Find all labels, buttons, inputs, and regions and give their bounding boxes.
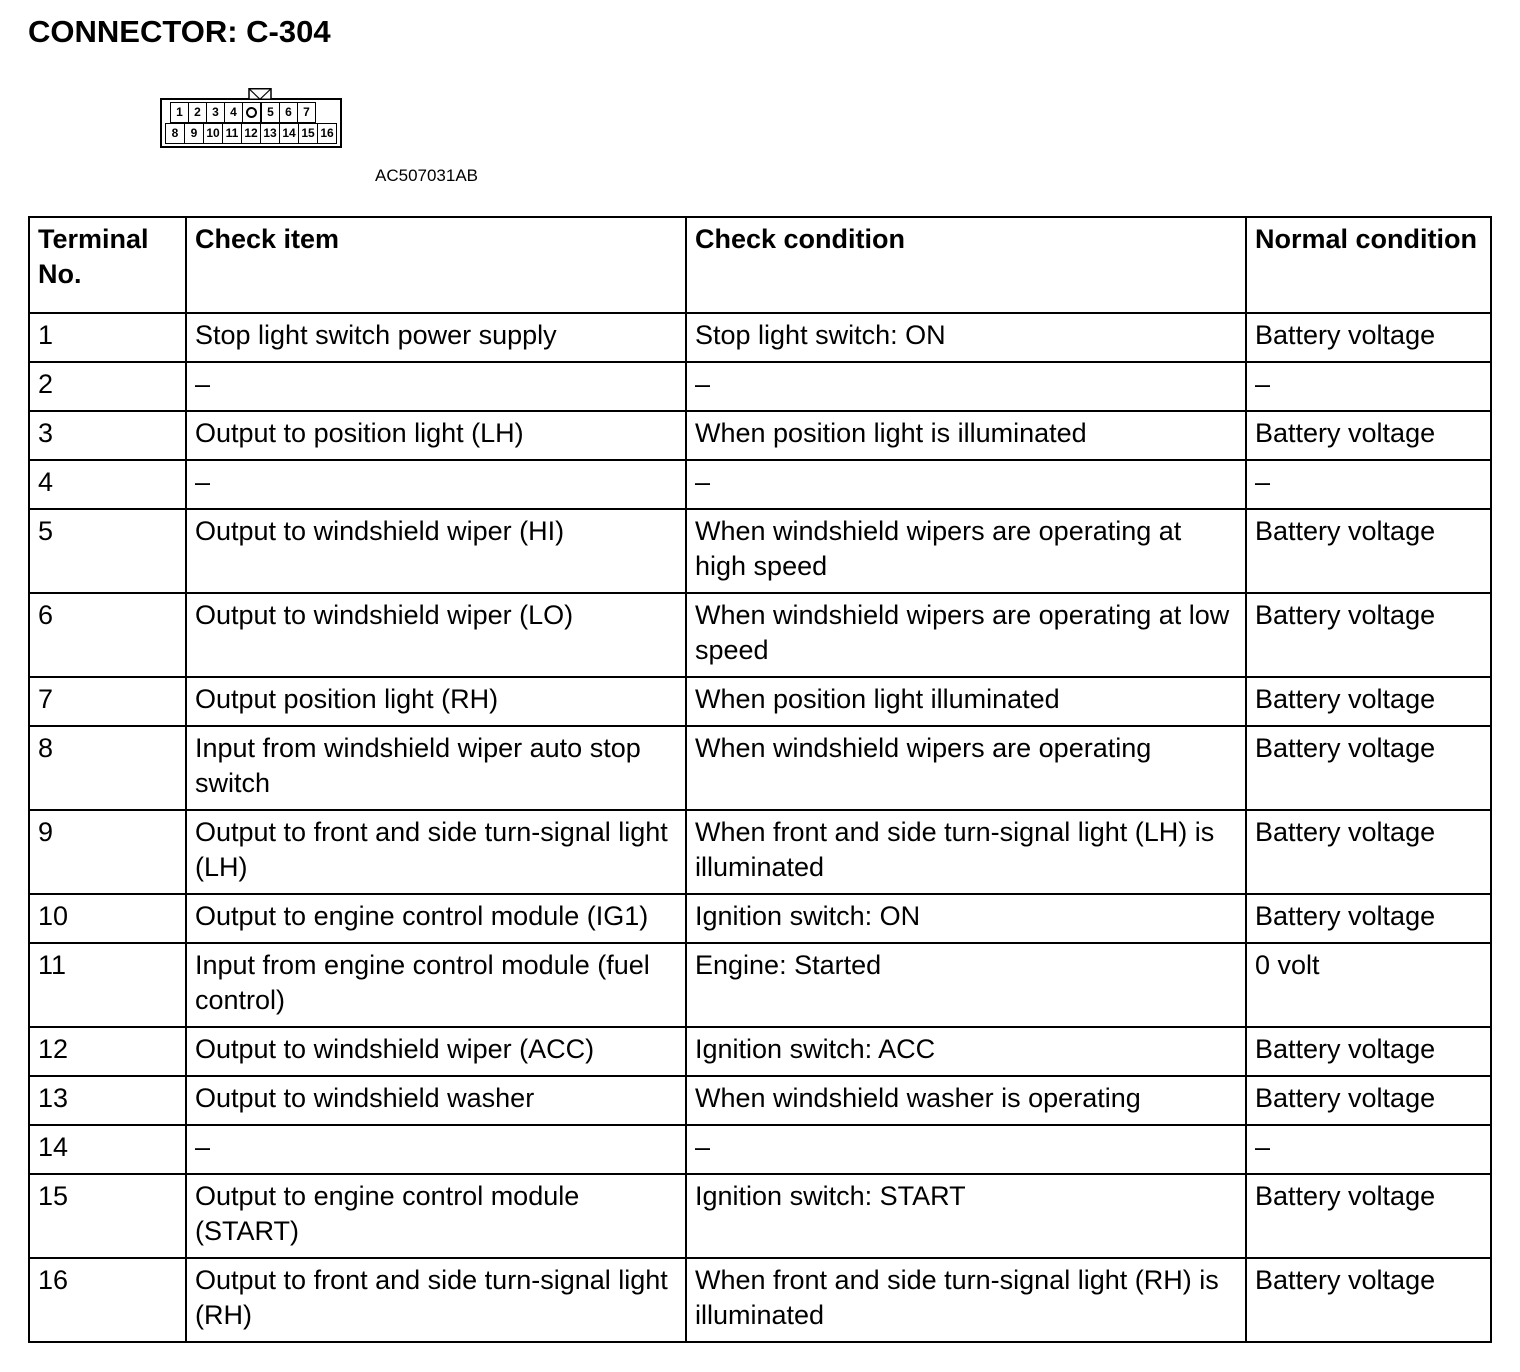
cell-normal-condition: – xyxy=(1246,362,1491,411)
pin-cell: 14 xyxy=(279,123,299,144)
cell-terminal-no: 9 xyxy=(29,810,186,894)
cell-terminal-no: 14 xyxy=(29,1125,186,1174)
connector-pin-row-top xyxy=(170,102,332,123)
cell-normal-condition: – xyxy=(1246,1125,1491,1174)
table-row xyxy=(29,943,1491,1027)
cell-check-item: Output to position light (LH) xyxy=(186,411,686,460)
cell-terminal-no: 16 xyxy=(29,1258,186,1342)
cell-check-item: Output to windshield wiper (LO) xyxy=(186,593,686,677)
cell-terminal-no: 15 xyxy=(29,1174,186,1258)
cell-terminal-no: 4 xyxy=(29,460,186,509)
pin-cell: 12 xyxy=(241,123,261,144)
cell-normal-condition: Battery voltage xyxy=(1246,810,1491,894)
cell-normal-condition: Battery voltage xyxy=(1246,313,1491,362)
cell-check-condition: – xyxy=(686,1125,1246,1174)
cell-normal-condition: – xyxy=(1246,460,1491,509)
table-row xyxy=(29,894,1491,943)
cell-check-condition: When windshield wipers are operating at high speed xyxy=(686,509,1246,593)
column-header: Normal condition xyxy=(1246,217,1491,313)
cell-terminal-no: 6 xyxy=(29,593,186,677)
cell-terminal-no: 7 xyxy=(29,677,186,726)
cell-normal-condition: Battery voltage xyxy=(1246,411,1491,460)
pin-cell: 7 xyxy=(297,102,316,123)
column-header: Check item xyxy=(186,217,686,313)
cell-normal-condition: Battery voltage xyxy=(1246,1076,1491,1125)
cell-normal-condition: Battery voltage xyxy=(1246,726,1491,810)
cell-check-item: – xyxy=(186,1125,686,1174)
cell-check-condition: When position light is illuminated xyxy=(686,411,1246,460)
table-header-row xyxy=(29,217,1491,313)
cell-check-condition: Ignition switch: ON xyxy=(686,894,1246,943)
cell-check-item: Input from engine control module (fuel control) xyxy=(186,943,686,1027)
table-row xyxy=(29,593,1491,677)
cell-check-item: – xyxy=(186,362,686,411)
pin-cell: 1 xyxy=(170,102,189,123)
cell-check-item: Output to windshield washer xyxy=(186,1076,686,1125)
cell-normal-condition: Battery voltage xyxy=(1246,509,1491,593)
column-header: Terminal No. xyxy=(29,217,186,313)
table-row xyxy=(29,460,1491,509)
cell-check-condition: Stop light switch: ON xyxy=(686,313,1246,362)
cell-check-condition: Engine: Started xyxy=(686,943,1246,1027)
table-row xyxy=(29,1076,1491,1125)
key-circle-icon xyxy=(246,107,257,118)
connector-figure xyxy=(160,98,1492,186)
cell-check-condition: When position light illuminated xyxy=(686,677,1246,726)
table-row xyxy=(29,1174,1491,1258)
column-header: Check condition xyxy=(686,217,1246,313)
figure-label: AC507031AB xyxy=(375,166,479,185)
cell-check-condition: When windshield wipers are operating at low speed xyxy=(686,593,1246,677)
cell-check-item: Output to windshield wiper (ACC) xyxy=(186,1027,686,1076)
cell-terminal-no: 13 xyxy=(29,1076,186,1125)
cell-check-condition: – xyxy=(686,362,1246,411)
pin-cell: 6 xyxy=(279,102,298,123)
table-row xyxy=(29,1125,1491,1174)
pin-cell: 10 xyxy=(203,123,223,144)
pin-cell: 8 xyxy=(165,123,185,144)
cell-check-item: Output position light (RH) xyxy=(186,677,686,726)
cell-terminal-no: 8 xyxy=(29,726,186,810)
cell-normal-condition: 0 volt xyxy=(1246,943,1491,1027)
cell-normal-condition: Battery voltage xyxy=(1246,593,1491,677)
cell-terminal-no: 10 xyxy=(29,894,186,943)
terminal-check-table xyxy=(28,216,1492,1343)
cell-check-item: Output to windshield wiper (HI) xyxy=(186,509,686,593)
cell-normal-condition: Battery voltage xyxy=(1246,1027,1491,1076)
cell-check-item: – xyxy=(186,460,686,509)
table-row xyxy=(29,810,1491,894)
cell-terminal-no: 11 xyxy=(29,943,186,1027)
cell-check-condition: – xyxy=(686,460,1246,509)
table-row xyxy=(29,726,1491,810)
cell-normal-condition: Battery voltage xyxy=(1246,894,1491,943)
table-row xyxy=(29,1258,1491,1342)
cell-check-item: Stop light switch power supply xyxy=(186,313,686,362)
pin-cell: 2 xyxy=(188,102,207,123)
table-row xyxy=(29,509,1491,593)
pin-cell: 15 xyxy=(298,123,318,144)
connector-diagram xyxy=(160,98,342,148)
pin-cell: 16 xyxy=(317,123,337,144)
table-row xyxy=(29,362,1491,411)
cell-check-condition: When windshield wipers are operating xyxy=(686,726,1246,810)
pin-cell: 4 xyxy=(224,102,243,123)
connector-pin-row-bottom xyxy=(165,123,337,144)
cell-check-condition: Ignition switch: ACC xyxy=(686,1027,1246,1076)
table-row xyxy=(29,313,1491,362)
pin-cell: 5 xyxy=(261,102,280,123)
cell-check-item: Output to front and side turn-signal light (RH) xyxy=(186,1258,686,1342)
cell-normal-condition: Battery voltage xyxy=(1246,677,1491,726)
keyway-icon xyxy=(248,88,272,100)
cell-terminal-no: 1 xyxy=(29,313,186,362)
table-row xyxy=(29,677,1491,726)
pin-cell: 3 xyxy=(206,102,225,123)
table-row xyxy=(29,1027,1491,1076)
cell-check-condition: Ignition switch: START xyxy=(686,1174,1246,1258)
cell-terminal-no: 2 xyxy=(29,362,186,411)
cell-check-item: Output to engine control module (START) xyxy=(186,1174,686,1258)
cell-terminal-no: 12 xyxy=(29,1027,186,1076)
table-row xyxy=(29,411,1491,460)
cell-check-condition: When front and side turn-signal light (RH) is illuminated xyxy=(686,1258,1246,1342)
cell-normal-condition: Battery voltage xyxy=(1246,1174,1491,1258)
connector-key-cell xyxy=(242,102,261,123)
pin-cell: 13 xyxy=(260,123,280,144)
cell-check-item: Input from windshield wiper auto stop switch xyxy=(186,726,686,810)
cell-check-item: Output to engine control module (IG1) xyxy=(186,894,686,943)
cell-check-item: Output to front and side turn-signal light (LH) xyxy=(186,810,686,894)
cell-terminal-no: 3 xyxy=(29,411,186,460)
cell-check-condition: When windshield washer is operating xyxy=(686,1076,1246,1125)
pin-cell: 11 xyxy=(222,123,242,144)
pin-cell: 9 xyxy=(184,123,204,144)
page-title: CONNECTOR: C-304 xyxy=(28,14,331,49)
cell-normal-condition: Battery voltage xyxy=(1246,1258,1491,1342)
cell-terminal-no: 5 xyxy=(29,509,186,593)
cell-check-condition: When front and side turn-signal light (LH) is illuminated xyxy=(686,810,1246,894)
